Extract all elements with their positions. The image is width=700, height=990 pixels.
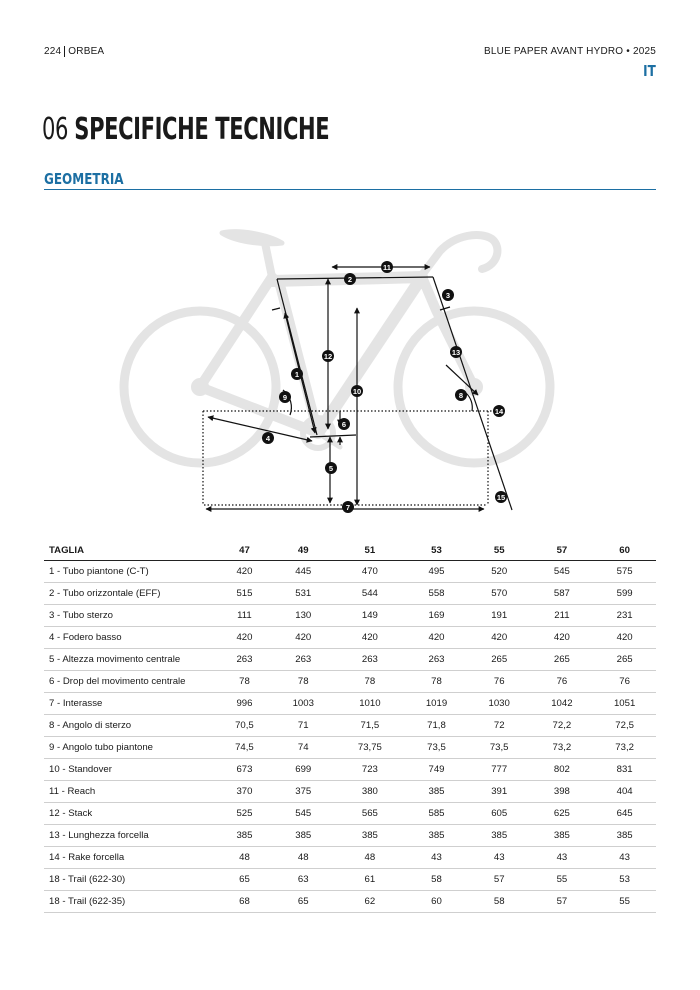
callout-1: [291, 368, 303, 380]
callout-12: [322, 350, 334, 362]
table-cell: 76: [531, 671, 594, 693]
table-cell: 78: [217, 671, 272, 693]
table-cell: 385: [217, 825, 272, 847]
row-label: 11 - Reach: [44, 781, 217, 803]
table-cell: 545: [272, 803, 335, 825]
table-cell: 605: [468, 803, 531, 825]
table-cell: 78: [335, 671, 406, 693]
section-number: 06: [42, 112, 69, 147]
table-cell: 445: [272, 561, 335, 583]
table-cell: 61: [335, 869, 406, 891]
table-cell: 1042: [531, 693, 594, 715]
table-row: [44, 605, 656, 627]
table-cell: 420: [531, 627, 594, 649]
row-label: 9 - Angolo tubo piantone: [44, 737, 217, 759]
table-cell: 231: [593, 605, 656, 627]
table-cell: 996: [217, 693, 272, 715]
svg-text:1: 1: [294, 370, 300, 379]
table-cell: 57: [531, 891, 594, 913]
table-cell: 191: [468, 605, 531, 627]
table-row: [44, 847, 656, 869]
table-cell: 520: [468, 561, 531, 583]
row-label: 7 - Interasse: [44, 693, 217, 715]
size-header: 60: [593, 540, 656, 561]
section-title: [42, 112, 329, 147]
size-header: 51: [335, 540, 406, 561]
table-row: [44, 649, 656, 671]
svg-text:10: 10: [352, 387, 362, 396]
table-cell: 1003: [272, 693, 335, 715]
callout-15: [495, 491, 507, 503]
row-label: 5 - Altezza movimento centrale: [44, 649, 217, 671]
table-cell: 211: [531, 605, 594, 627]
table-cell: 525: [217, 803, 272, 825]
callout-7: [342, 501, 354, 513]
table-cell: 169: [405, 605, 468, 627]
document-title: BLUE PAPER AVANT HYDRO • 2025: [484, 46, 656, 57]
table-cell: 565: [335, 803, 406, 825]
table-cell: 515: [217, 583, 272, 605]
table-cell: 65: [217, 869, 272, 891]
table-cell: 263: [405, 649, 468, 671]
callout-14: [493, 405, 505, 417]
table-cell: 58: [405, 869, 468, 891]
table-cell: 575: [593, 561, 656, 583]
table-cell: 585: [405, 803, 468, 825]
size-column-header: TAGLIA: [44, 540, 217, 561]
table-cell: 802: [531, 759, 594, 781]
geometry-table: [44, 540, 656, 913]
svg-text:6: 6: [341, 420, 347, 429]
svg-text:12: 12: [323, 352, 333, 361]
table-row: [44, 825, 656, 847]
callout-4: [262, 432, 274, 444]
row-label: 8 - Angolo di sterzo: [44, 715, 217, 737]
table-header-row: [44, 540, 656, 561]
table-cell: 599: [593, 583, 656, 605]
section-title-text: SPECIFICHE TECNICHE: [74, 112, 330, 147]
table-cell: 72,5: [593, 715, 656, 737]
seat-tube-line: [277, 279, 317, 435]
table-cell: 420: [217, 561, 272, 583]
svg-text:14: 14: [494, 407, 504, 416]
table-cell: 76: [593, 671, 656, 693]
table-cell: 62: [335, 891, 406, 913]
table-cell: 1019: [405, 693, 468, 715]
table-cell: 78: [272, 671, 335, 693]
table-cell: 71: [272, 715, 335, 737]
row-label: 1 - Tubo piantone (C-T): [44, 561, 217, 583]
table-cell: 1030: [468, 693, 531, 715]
table-cell: 420: [593, 627, 656, 649]
size-header: 57: [531, 540, 594, 561]
table-cell: 72: [468, 715, 531, 737]
table-cell: 78: [405, 671, 468, 693]
table-cell: 420: [335, 627, 406, 649]
table-cell: 74,5: [217, 737, 272, 759]
table-row: [44, 891, 656, 913]
table-cell: 43: [593, 847, 656, 869]
row-label: 3 - Tubo sterzo: [44, 605, 217, 627]
table-cell: 531: [272, 583, 335, 605]
table-cell: 558: [405, 583, 468, 605]
table-cell: 380: [335, 781, 406, 803]
table-cell: 71,8: [405, 715, 468, 737]
svg-text:3: 3: [445, 291, 451, 300]
svg-text:11: 11: [383, 263, 391, 272]
table-cell: 1051: [593, 693, 656, 715]
table-cell: 777: [468, 759, 531, 781]
svg-text:13: 13: [451, 348, 461, 357]
svg-text:2: 2: [347, 275, 353, 284]
table-cell: 55: [593, 891, 656, 913]
table-cell: 645: [593, 803, 656, 825]
table-cell: 1010: [335, 693, 406, 715]
subtitle-rule: [44, 189, 656, 190]
table-cell: 673: [217, 759, 272, 781]
table-row: [44, 583, 656, 605]
table-row: [44, 869, 656, 891]
table-cell: 570: [468, 583, 531, 605]
page-header-left: [44, 46, 104, 57]
table-row: [44, 671, 656, 693]
table-cell: 385: [468, 825, 531, 847]
header-divider: [64, 46, 65, 57]
table-cell: 544: [335, 583, 406, 605]
table-cell: 587: [531, 583, 594, 605]
table-cell: 723: [335, 759, 406, 781]
table-row: [44, 803, 656, 825]
table-cell: 265: [531, 649, 594, 671]
table-row: [44, 715, 656, 737]
table-cell: 420: [405, 627, 468, 649]
row-label: 14 - Rake forcella: [44, 847, 217, 869]
size-header: 53: [405, 540, 468, 561]
svg-text:8: 8: [458, 391, 464, 400]
table-cell: 420: [272, 627, 335, 649]
row-label: 13 - Lunghezza forcella: [44, 825, 217, 847]
language-code: IT: [643, 62, 656, 80]
callout-5: [325, 462, 337, 474]
table-cell: 58: [468, 891, 531, 913]
row-label: 2 - Tubo orizzontale (EFF): [44, 583, 217, 605]
svg-text:7: 7: [345, 503, 351, 512]
table-cell: 545: [531, 561, 594, 583]
size-header: 47: [217, 540, 272, 561]
table-cell: 470: [335, 561, 406, 583]
table-cell: 55: [531, 869, 594, 891]
table-cell: 57: [468, 869, 531, 891]
table-cell: 420: [217, 627, 272, 649]
seat-tube-tick: [272, 308, 280, 310]
table-cell: 420: [468, 627, 531, 649]
table-cell: 385: [272, 825, 335, 847]
table-cell: 263: [217, 649, 272, 671]
size-header: 49: [272, 540, 335, 561]
svg-text:15: 15: [496, 493, 506, 502]
table-cell: 72,2: [531, 715, 594, 737]
size-header: 55: [468, 540, 531, 561]
table-row: [44, 561, 656, 583]
table-cell: 73,2: [531, 737, 594, 759]
table-cell: 375: [272, 781, 335, 803]
table-cell: 76: [468, 671, 531, 693]
table-cell: 73,5: [405, 737, 468, 759]
table-cell: 43: [405, 847, 468, 869]
row-label: 6 - Drop del movimento centrale: [44, 671, 217, 693]
table-cell: 831: [593, 759, 656, 781]
row-label: 10 - Standover: [44, 759, 217, 781]
head-tube-tick: [440, 307, 450, 310]
table-cell: 48: [272, 847, 335, 869]
table-cell: 65: [272, 891, 335, 913]
callout-10: [351, 385, 363, 397]
table-cell: 70,5: [217, 715, 272, 737]
callout-2: [344, 273, 356, 285]
table-cell: 625: [531, 803, 594, 825]
table-cell: 130: [272, 605, 335, 627]
table-cell: 74: [272, 737, 335, 759]
callout-3: [442, 289, 454, 301]
table-row: [44, 627, 656, 649]
table-cell: 48: [335, 847, 406, 869]
table-cell: 699: [272, 759, 335, 781]
table-cell: 60: [405, 891, 468, 913]
table-cell: 149: [335, 605, 406, 627]
table-cell: 73,2: [593, 737, 656, 759]
table-cell: 48: [217, 847, 272, 869]
section-subtitle: GEOMETRIA: [44, 170, 124, 188]
table-cell: 63: [272, 869, 335, 891]
table-cell: 263: [335, 649, 406, 671]
page-number: 224: [44, 46, 62, 57]
svg-text:5: 5: [328, 464, 334, 473]
table-cell: 391: [468, 781, 531, 803]
row-label: 18 - Trail (622-35): [44, 891, 217, 913]
table-cell: 385: [405, 825, 468, 847]
table-cell: 53: [593, 869, 656, 891]
svg-text:4: 4: [265, 434, 271, 443]
callout-8: [455, 389, 467, 401]
table-row: [44, 781, 656, 803]
table-cell: 43: [468, 847, 531, 869]
table-cell: 68: [217, 891, 272, 913]
table-cell: 398: [531, 781, 594, 803]
callout-6: [338, 418, 350, 430]
table-cell: 370: [217, 781, 272, 803]
table-cell: 749: [405, 759, 468, 781]
table-row: [44, 693, 656, 715]
table-cell: 385: [531, 825, 594, 847]
table-cell: 73,75: [335, 737, 406, 759]
callout-9: [279, 391, 291, 403]
brand-name: ORBEA: [68, 46, 105, 57]
table-cell: 265: [593, 649, 656, 671]
table-cell: 71,5: [335, 715, 406, 737]
table-cell: 495: [405, 561, 468, 583]
table-row: [44, 737, 656, 759]
callout-13: [450, 346, 462, 358]
table-cell: 73,5: [468, 737, 531, 759]
geometry-diagram: [100, 215, 600, 525]
callout-11: [381, 261, 393, 273]
table-cell: 265: [468, 649, 531, 671]
row-label: 18 - Trail (622-30): [44, 869, 217, 891]
table-row: [44, 759, 656, 781]
table-cell: 385: [335, 825, 406, 847]
row-label: 12 - Stack: [44, 803, 217, 825]
table-cell: 111: [217, 605, 272, 627]
svg-text:9: 9: [282, 393, 288, 402]
table-cell: 404: [593, 781, 656, 803]
table-cell: 263: [272, 649, 335, 671]
table-cell: 385: [405, 781, 468, 803]
row-label: 4 - Fodero basso: [44, 627, 217, 649]
table-cell: 385: [593, 825, 656, 847]
table-cell: 43: [531, 847, 594, 869]
